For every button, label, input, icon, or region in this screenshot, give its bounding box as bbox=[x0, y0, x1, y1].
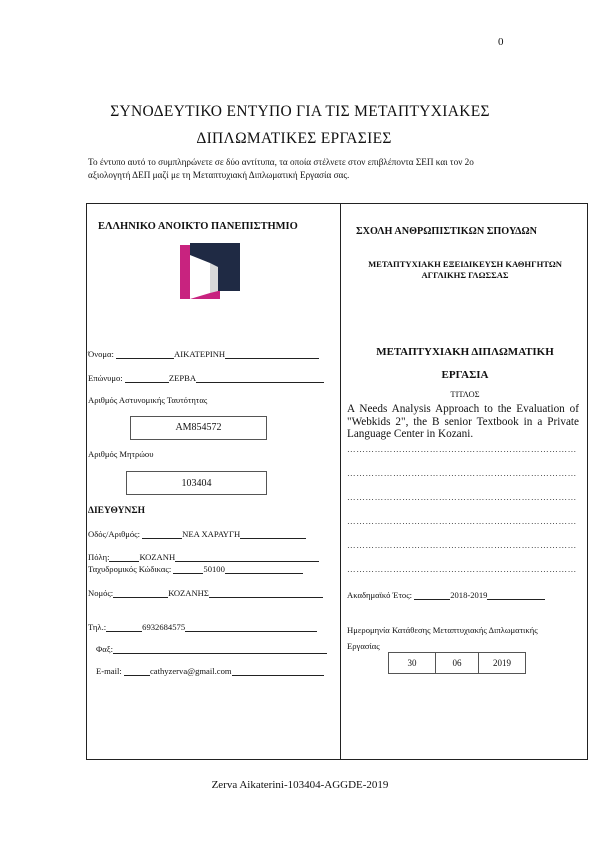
name-field[interactable]: ΑΙΚΑΤΕΡΙΝΗ bbox=[174, 349, 226, 359]
submission-date-grid bbox=[388, 652, 526, 674]
school-name: ΣΧΟΛΗ ΑΝΘΡΩΠΙΣΤΙΚΩΝ ΣΠΟΥΔΩΝ bbox=[356, 226, 538, 237]
name-label: Όνομα: bbox=[88, 349, 114, 359]
submission-day-field[interactable]: 30 bbox=[389, 653, 436, 673]
surname-field[interactable]: ΖΕΡΒΑ bbox=[168, 373, 197, 383]
page-title-line-1: ΣΥΝΟΔΕΥΤΙΚΟ ΕΝΤΥΠΟ ΓΙΑ ΤΙΣ ΜΕΤΑΠΤΥΧΙΑΚΕΣ bbox=[110, 103, 490, 120]
thesis-heading-line-1: ΜΕΤΑΠΤΥΧΙΑΚΗ ΔΙΠΛΩΜΑΤΙΚΗ bbox=[376, 346, 554, 358]
program-name-line-2: ΑΓΓΛΙΚΗΣ ΓΛΩΣΣΑΣ bbox=[421, 270, 509, 280]
dotted-line: ………………………………………………………………… bbox=[347, 540, 577, 550]
page-number: 0 bbox=[498, 36, 504, 48]
document-footer: Zerva Aikaterini-103404-AGGDE-2019 bbox=[211, 779, 389, 791]
street-label: Οδός/Αριθμός: bbox=[88, 529, 140, 539]
page-title-line-2: ΔΙΠΛΩΜΑΤΙΚΕΣ ΕΡΓΑΣΙΕΣ bbox=[196, 130, 392, 147]
submission-date-label-line-2: Εργασίας bbox=[347, 641, 380, 651]
postal-code-field[interactable]: 50100 bbox=[203, 564, 225, 574]
university-name: ΕΛΛΗΝΙΚΟ ΑΝΟΙΚΤΟ ΠΑΝΕΠΙΣΤΗΜΙΟ bbox=[98, 221, 298, 232]
dotted-line: ………………………………………………………………… bbox=[347, 444, 577, 454]
university-logo bbox=[180, 243, 244, 301]
submission-date-label-line-1: Ημερομηνία Κατάθεσης Μεταπτυχιακής Διπλωματικής bbox=[347, 625, 538, 635]
thesis-heading-line-2: ΕΡΓΑΣΙΑ bbox=[441, 369, 489, 381]
dotted-line: ………………………………………………………………… bbox=[347, 492, 577, 502]
dotted-line: ………………………………………………………………… bbox=[347, 516, 577, 526]
intro-text-line-2: αξιολογητή ΔΕΠ μαζί με τη Μεταπτυχιακή Διπλωματική Εργασία σας. bbox=[88, 170, 350, 180]
prefecture-label: Νομός: bbox=[88, 588, 114, 598]
city-label: Πόλη: bbox=[88, 552, 110, 562]
title-label: ΤΙΤΛΟΣ bbox=[450, 389, 480, 399]
intro-text-line-1: Το έντυπο αυτό το συμπληρώνετε σε δύο αντίτυπα, τα οποία στέλνετε στον επιβλέποντα ΣΕΠ και τον 2ο bbox=[88, 157, 474, 167]
address-heading: ΔΙΕΥΘΥΝΣΗ bbox=[88, 506, 145, 516]
thesis-title[interactable]: A Needs Analysis Approach to the Evaluation of "Webkids 2", the B senior Textbook in a Private Language Center in Kozani. bbox=[347, 403, 579, 441]
email-field[interactable]: cathyzerva@gmail.com bbox=[149, 666, 232, 676]
submission-year-field[interactable]: 2019 bbox=[493, 658, 511, 668]
fax-label: Φαξ: bbox=[96, 644, 114, 654]
registration-label: Αριθμός Μητρώου bbox=[88, 449, 154, 459]
surname-label: Επώνυμο: bbox=[88, 373, 123, 383]
id-number-field[interactable]: ΑΜ854572 bbox=[130, 416, 267, 440]
email-label: E-mail: bbox=[96, 666, 122, 676]
academic-year-field[interactable]: 2018-2019 bbox=[450, 590, 488, 600]
prefecture-field[interactable]: ΚΟΖΑΝΗΣ bbox=[168, 588, 209, 598]
street-field[interactable]: ΝΕΑ ΧΑΡΑΥΓΗ bbox=[182, 529, 241, 539]
column-divider bbox=[340, 203, 341, 760]
submission-month-field[interactable]: 06 bbox=[436, 653, 479, 673]
fax-field[interactable] bbox=[113, 643, 327, 654]
id-label: Αριθμός Αστυνομικής Ταυτότητας bbox=[88, 395, 208, 405]
registration-number-field[interactable]: 103404 bbox=[126, 471, 267, 495]
city-field[interactable]: ΚΟΖΑΝΗ bbox=[139, 552, 176, 562]
academic-year-label: Ακαδημαϊκό Έτος: bbox=[347, 590, 413, 600]
phone-label: Τηλ.: bbox=[88, 622, 107, 632]
dotted-line: ………………………………………………………………… bbox=[347, 468, 577, 478]
dotted-line: ………………………………………………………………… bbox=[347, 564, 577, 574]
postal-code-label: Ταχυδρομικός Κώδικας: bbox=[88, 564, 172, 574]
program-name-line-1: ΜΕΤΑΠΤΥΧΙΑΚΗ ΕΞΕΙΔΙΚΕΥΣΗ ΚΑΘΗΓΗΤΩΝ bbox=[368, 259, 562, 269]
phone-field[interactable]: 6932684575 bbox=[142, 622, 186, 632]
